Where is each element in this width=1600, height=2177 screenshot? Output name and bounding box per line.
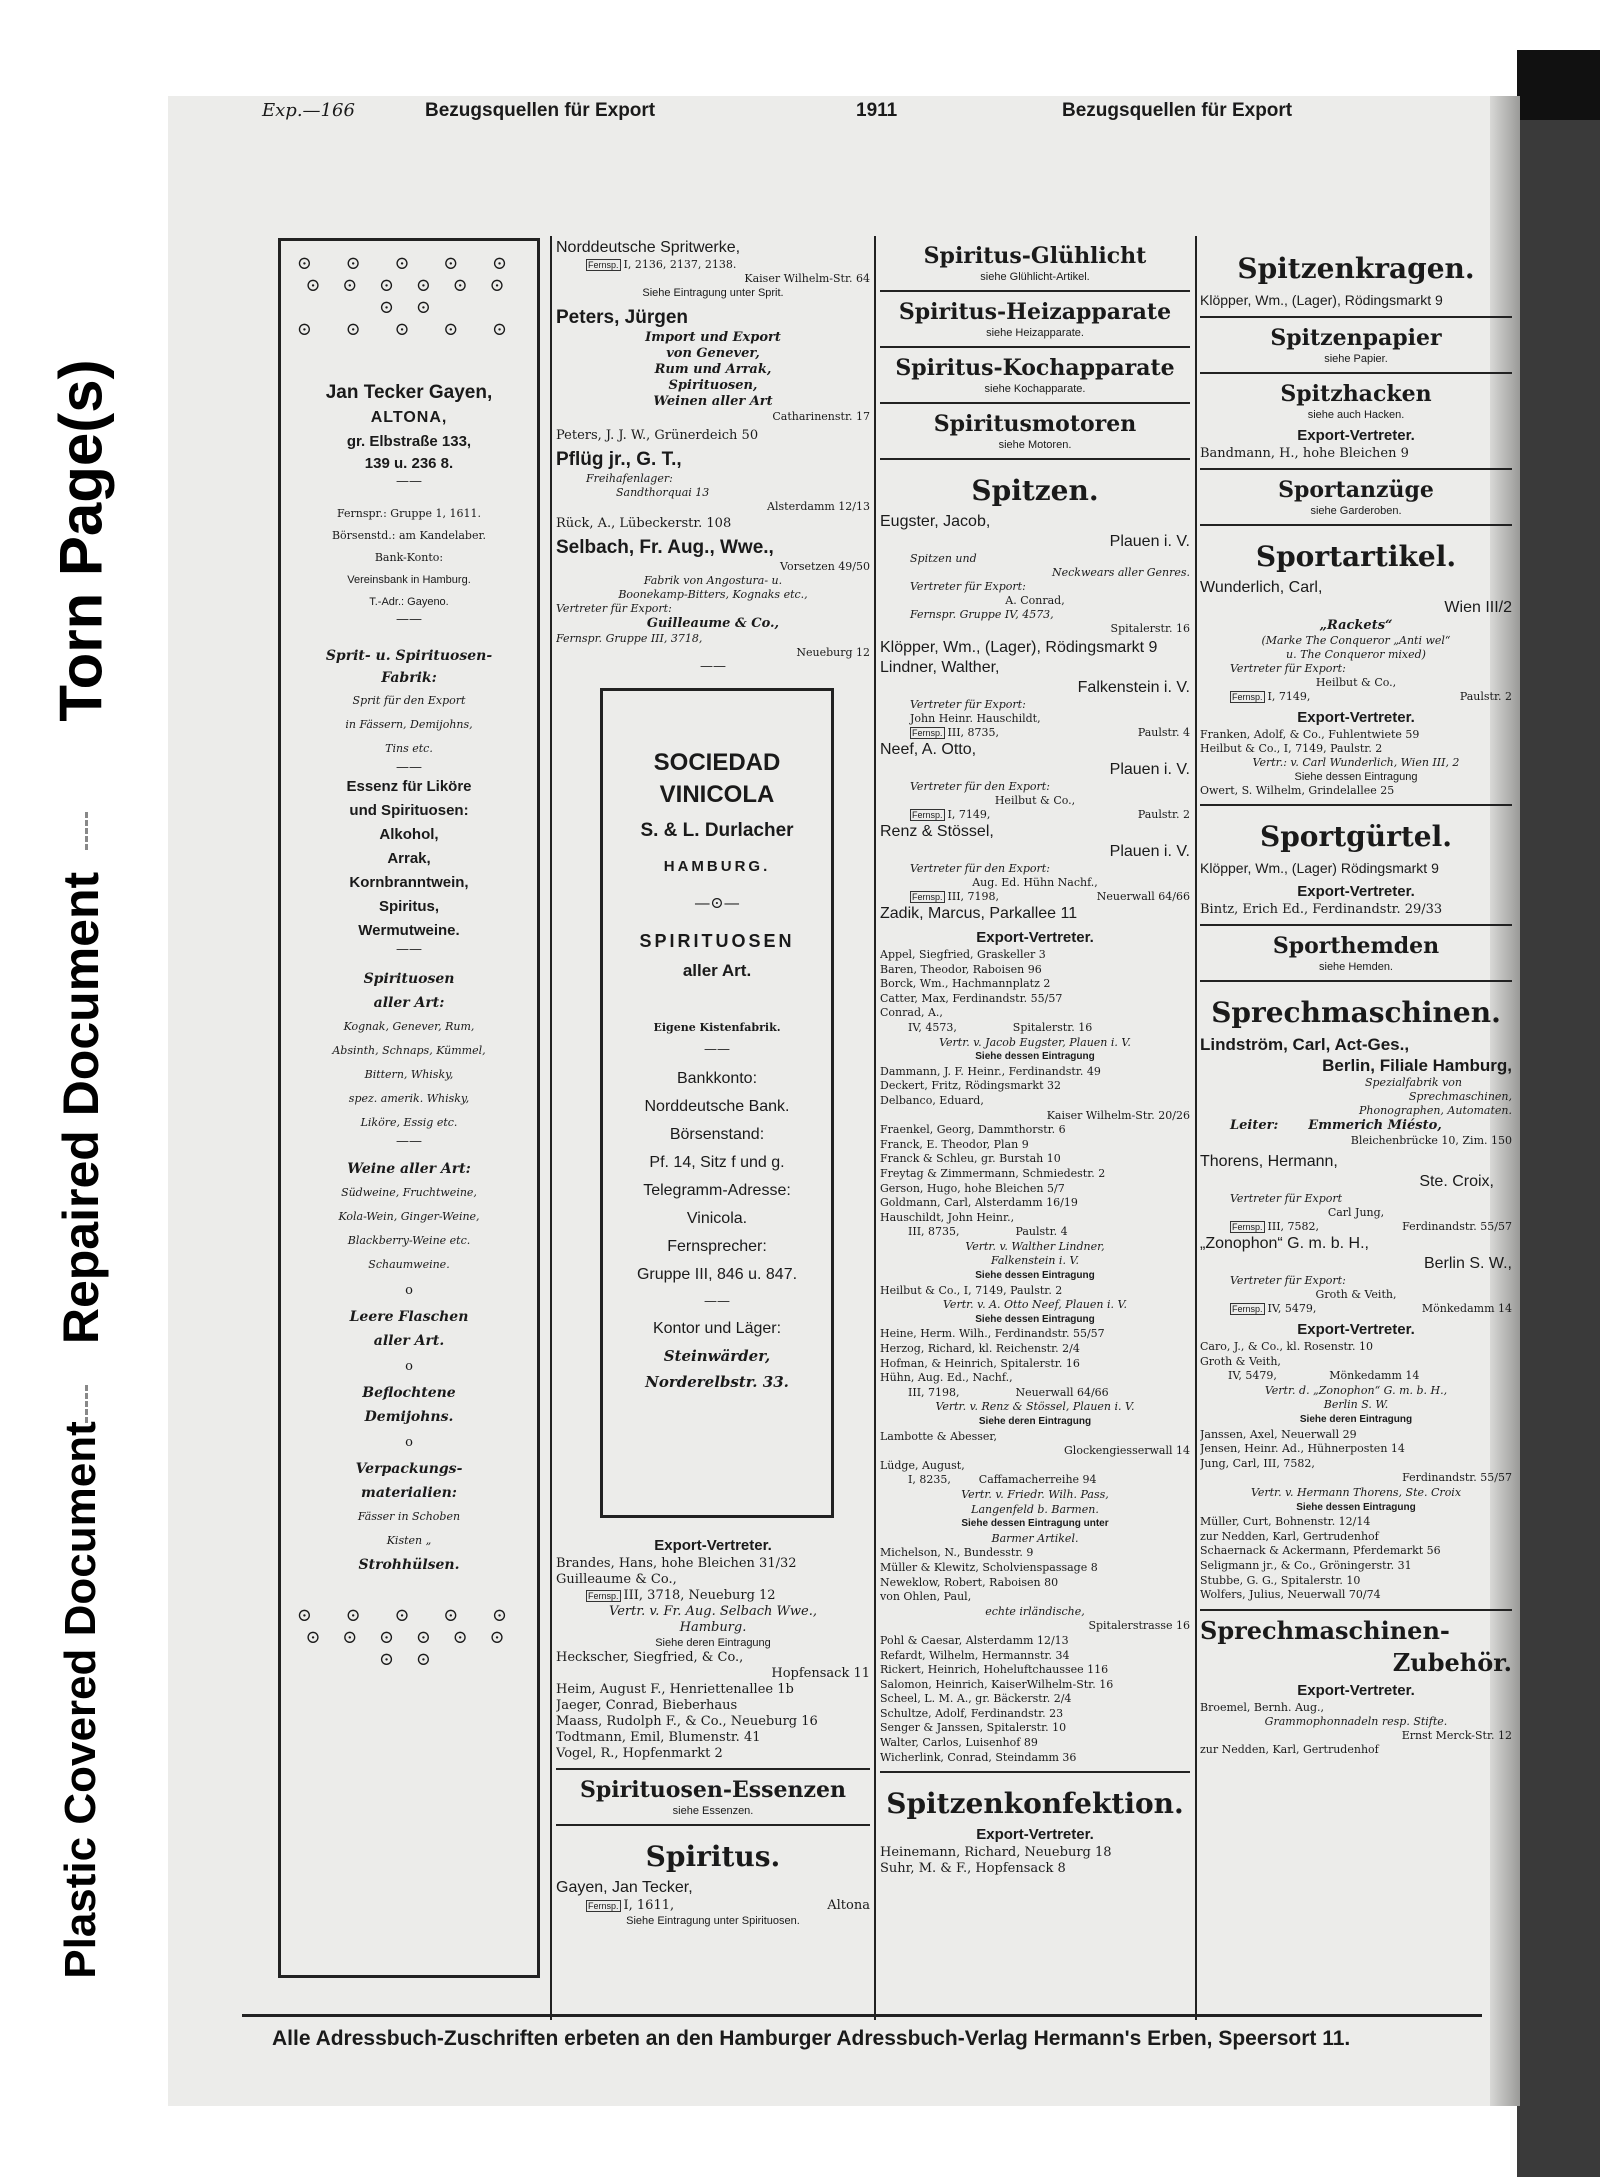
section-subheading: Export-Vertreter. (1297, 1681, 1415, 1699)
entry: Bintz, Erich Ed., Ferdinandstr. 29/33 (1200, 902, 1443, 917)
entry: Brandes, Hans, hohe Bleichen 31/32 (556, 1556, 797, 1571)
entry: Klöpper, Wm., (Lager) Rödingsmarkt 9 (1200, 860, 1439, 876)
list-item: I, 8235, Caffamacherreihe 94 (908, 1473, 1097, 1487)
list-item: Wicherlink, Conrad, Steindamm 36 (880, 1750, 1077, 1764)
list-item: Heine, Herm. Wilh., Ferdinandstr. 55/57 (880, 1327, 1105, 1341)
product-item: Alkohol, (379, 826, 439, 843)
product-item: Wermutweine. (358, 922, 460, 939)
list-item: Fraenkel, Georg, Dammthorstr. 6 (880, 1123, 1066, 1137)
ad-text: Börsenstand: (669, 1126, 765, 1143)
list-item: Walter, Carlos, Luisenhof 89 (880, 1736, 1038, 1750)
section-text: Fässer in Schoben (357, 1510, 461, 1523)
list-item: Hühn, Aug. Ed., Nachf., (880, 1371, 1013, 1385)
list-item: Lüdge, August, (880, 1458, 965, 1472)
section-heading: Spiritus-Heizapparate (898, 299, 1172, 325)
section-heading: Sprechmaschinen. (1211, 996, 1501, 1029)
firm-bank: Vereinsbank in Hamburg. (347, 574, 471, 586)
phone-badge: Fernsp. (912, 892, 943, 902)
section-heading: aller Art. (373, 1333, 445, 1349)
footer-rule (242, 2014, 1482, 2017)
section-text: Kola-Wein, Ginger-Weine, (338, 1210, 480, 1223)
entry-name: Klöpper, Wm., (Lager), Rödingsmarkt 9 (880, 639, 1158, 656)
entry: Klöpper, Wm., (Lager), Rödingsmarkt 9 (1200, 292, 1443, 308)
section-heading: Spiritus-Kochapparate (895, 355, 1175, 381)
list-item: Groth & Veith, (1200, 1354, 1281, 1368)
section-heading: aller Art: (373, 995, 445, 1011)
repaired-document-label: Repaired Document (53, 871, 110, 1344)
plastic-covered-label: Plastic Covered Document (56, 1421, 105, 1979)
section-heading: Demijohns. (364, 1409, 454, 1425)
list-item: Borck, Wm., Hachmannplatz 2 (880, 977, 1051, 991)
entry-name: Renz & Stössel, (880, 823, 994, 840)
firm-exchange: Börsenstd.: am Kandelaber. (331, 529, 487, 542)
column-rule (1195, 236, 1197, 2020)
section-subheading: Export-Vertreter. (1297, 883, 1415, 900)
list-item: Stubbe, G. G., Spitalerstr. 10 (1200, 1573, 1361, 1587)
section-text: Kisten „ (386, 1534, 432, 1547)
entry: Maass, Rudolph F., & Co., Neueburg 16 (556, 1714, 818, 1729)
section-text: Bittern, Whisky, (364, 1068, 454, 1081)
phone-badge: Fernsp. (1232, 1222, 1263, 1232)
export-agent-list (880, 948, 1190, 1765)
list-item: Spitalerstrasse 16 (1088, 1619, 1190, 1633)
entry: Todtmann, Emil, Blumenstr. 41 (556, 1730, 761, 1745)
list-item: echte irländische, (985, 1604, 1085, 1618)
ad-firm: S. & L. Durlacher (640, 820, 794, 841)
list-item: Appel, Siegfried, Graskeller 3 (880, 948, 1046, 961)
list-item: Freytag & Zimmermann, Schmiedestr. 2 (880, 1166, 1106, 1180)
list-item: Refardt, Wilhelm, Hermannstr. 34 (880, 1648, 1070, 1662)
entry-name: Neef, A. Otto, (880, 741, 977, 758)
ad-text: Steinwärder, (663, 1347, 771, 1365)
entry-name: Norddeutsche Spritwerke, (556, 239, 741, 256)
export-agent-list (1200, 1340, 1512, 1603)
gayen-advertisement: ⊙ ⊙ ⊙ ⊙ ⊙ ⊙ ⊙ ⊙ ⊙ ⊙ ⊙ ⊙ ⊙ ⊙ ⊙ ⊙ ⊙ ⊙ Jan Tecker Gayen, ALTONA, gr. Elbstraße 133, 139 u. 236 8. —— Fernspr.: Gruppe 1, 1611. Börsenstd.: am Kandelaber. Bank-Konto: Vereinsbank in Hamburg. T.-Adr.: Gayeno. —— Sprit- u. Spirituosen- Fabrik: Sprit für den Export in Fässern, Demijohns, Tins etc. —— Essenz für Liköre und Spirituosen: Alkohol, Arrak, Kornbranntwein, Spiritus, Wermutweine. —— Spirituosen aller Art: Kognak, Genever, Rum, Absinth, Schnaps, Kümmel, Bittern, Whisky, spez. amerik. Whisky, Liköre, Essig etc. —— Weine aller Art: Südweine, Fruchtweine, Kola-Wein, Ginger-Weine, Blackberry-Weine etc. Schaumweine. o Leere Flaschen aller Art. o Beflochtene Demijohns. o Verpackungs- materialien: Fässer in Schoben Kisten „ Strohhülsen. ⊙ ⊙ ⊙ ⊙ ⊙ ⊙ ⊙ ⊙ ⊙ ⊙ ⊙ ⊙ ⊙ (278, 238, 540, 1978)
list-item: Langenfeld b. Barmen. (971, 1502, 1099, 1516)
ad-text: Bankkonto: (676, 1070, 758, 1087)
entry-name: Eugster, Jacob, (880, 513, 991, 530)
list-item: Jensen, Heinr. Ad., Hühnerposten 14 (1200, 1442, 1405, 1456)
section-heading: Spiritus-Glühlicht (923, 243, 1147, 269)
header-title-left: Bezugsquellen für Export (425, 100, 656, 121)
list-item: Vertr. v. A. Otto Neef, Plauen i. V. (943, 1298, 1127, 1312)
list-item: Ferdinandstr. 55/57 (1402, 1471, 1512, 1485)
entry: Suhr, M. & F., Hopfensack 8 (880, 1861, 1066, 1877)
header-year: 1911 (856, 100, 898, 121)
list-item: zur Nedden, Karl, Gertrudenhof (1200, 1529, 1379, 1543)
phone-badge: Fernsp. (912, 810, 943, 820)
firm-name: Jan Tecker Gayen, (325, 382, 493, 403)
ad-products: SPIRITUOSEN (639, 931, 795, 951)
section-heading: Sporthemden (1272, 933, 1440, 959)
list-item: Berlin S. W. (1323, 1398, 1389, 1412)
entry: Heilbut & Co., I, 7149, Paulstr. 2 (1200, 742, 1383, 755)
list-item: Falkenstein i. V. (991, 1254, 1079, 1268)
page-footer: Alle Adressbuch-Zuschriften erbeten an den Hamburger Adressbuch-Verlag Hermann's Erben, Speersort 11. (272, 2027, 1351, 2050)
ornament: o (405, 1283, 413, 1298)
entry: zur Nedden, Karl, Gertrudenhof (1200, 1742, 1379, 1756)
list-item: Vertr. v. Friedr. Wilh. Pass, (961, 1487, 1109, 1501)
section-text: Kognak, Genever, Rum, (343, 1020, 475, 1033)
entry: Jaeger, Conrad, Bieberhaus (556, 1698, 738, 1713)
list-item: Franck, E. Theodor, Plan 9 (880, 1137, 1029, 1151)
ad-text: Norderelbstr. 33. (645, 1373, 789, 1391)
list-item: Janssen, Axel, Neuerwall 29 (1200, 1427, 1357, 1441)
list-item: Goldmann, Carl, Alsterdamm 16/19 (880, 1196, 1078, 1210)
list-item: Schultze, Adolf, Ferdinandstr. 23 (880, 1706, 1064, 1720)
section-heading: Sportartikel. (1255, 540, 1457, 573)
list-item: Catter, Max, Ferdinandstr. 55/57 (880, 991, 1063, 1005)
ad-text: Kontor und Läger: (652, 1320, 782, 1337)
section-heading: Spiritusmotoren (933, 411, 1137, 437)
list-item: Rickert, Heinrich, Hoheluftchaussee 116 (880, 1663, 1109, 1677)
section-heading: Fabrik: (381, 670, 437, 686)
phone-badge: Fernsp. (588, 260, 619, 270)
ad-text: Telegramm-Adresse: (643, 1182, 791, 1199)
list-item: Michelson, N., Bundesstr. 9 (880, 1546, 1034, 1560)
list-item: von Ohlen, Paul, (880, 1590, 972, 1604)
list-item: Müller, Curt, Bohnenstr. 12/14 (1200, 1515, 1371, 1529)
column-4: Spitzenkragen. Klöpper, Wm., (Lager), Rödingsmarkt 9 Spitzenpapier siehe Papier. Spitzhacken siehe auch Hacken. Export-Vertreter. Bandmann, H., hohe Bleichen 9 Sportanzüge siehe Garderoben. Sportartikel. Wunderlich, Carl, Wien III/2 „Rackets“ (Marke The Conqueror „Anti wel“ u. The Conqueror mixed) Vertreter für Export: Heilbut & Co., Fernsp. I, 7149, Paulstr. 2 Export-Vertreter. Franken, Adolf, & Co., Fuhlentwiete 59 Heilbut & Co., I, 7149, Paulstr. 2 Vertr.: v. Carl Wunderlich, Wien III, 2 Siehe dessen Eintragung Owert, S. Wilhelm, Grindelallee 25 Sportgürtel. Klöpper, Wm., (Lager) Rödingsmarkt 9 Export-Vertreter. Bintz, Erich Ed., Ferdinandstr. 29/33 Sporthemden siehe Hemden. Sprechmaschinen. Lindström, Carl, Act-Ges., Berlin, Filiale Hamburg, Spezialfabrik von Sprechmaschinen, Phonographen, Automaten. Leiter: Emmerich Miésto, Bleichenbrücke 10, Zim. 150 Thorens, Hermann, Ste. Croix, Vertreter für Export Carl Jung, Fernsp. III, 7582, Ferdinandstr. 55/57 „Zonophon“ G. m. b. H., Berlin S. W., Vertreter für Export: Groth & Veith, Fernsp. IV, 5479, Mönkedamm 14 Export-Vertreter. Caro, J., & Co., kl. Rosenstr. 10 Groth & Veith, IV, 5479, Mönkedamm 14 Vertr. d. „Zonophon“ G. m. b. H., Berlin S. W. Siehe deren Eintragung Janssen, Axel, Neuerwall 29 Jensen, Heinr. Ad., Hühnerposten 14 Jung, Carl, III, 7582, Ferdinandstr. 55/57 Vertr. v. Hermann Thorens, Ste. Croix Siehe dessen Eintragung Müller, Curt, Bohnenstr. 12/14 zur Nedden, Karl, Gertrudenhof Schaernack & Ackermann, Pferdemarkt 56 Seligmann jr., & Co., Gröningerstr. 31 Stubbe, G. G., Spitalerstr. 10 Wolfers, Julius, Neuerwall 70/74 Sprechmaschinen- Zubehör. Export-Vertreter. Broemel, Bernh. Aug., Grammophonnadeln resp. Stifte. Ernst Merck-Str. 12 zur Nedden, Karl, Gertrudenhof (1200, 252, 1512, 1756)
phone-badge: Fernsp. (1232, 692, 1263, 702)
ad-ornament: —⊙— (694, 893, 740, 912)
section-subheading: Export-Vertreter. (1297, 1321, 1415, 1338)
firm-phone: Fernspr.: Gruppe 1, 1611. (336, 507, 482, 520)
column-rule (874, 236, 876, 2020)
list-item: Siehe dessen Eintragung (975, 1313, 1095, 1325)
phone-badge: Fernsp. (588, 1901, 619, 1911)
section-text: Südweine, Fruchtweine, (341, 1186, 477, 1199)
entry: Vogel, R., Hopfenmarkt 2 (556, 1746, 723, 1761)
entry-name: Wunderlich, Carl, (1200, 579, 1323, 596)
section-heading: Spitzen. (971, 474, 1099, 507)
entry: Peters, J. J. W., Grünerdeich 50 (556, 428, 759, 443)
entry-name: Lindström, Carl, Act-Ges., (1200, 1035, 1410, 1054)
list-item: Senger & Janssen, Spitalerstr. 10 (880, 1721, 1067, 1735)
entry: Rück, A., Lübeckerstr. 108 (556, 516, 732, 531)
list-item: Scheel, L. M. A., gr. Bäckerstr. 2/4 (880, 1692, 1072, 1706)
ornament-dots: ⊙ ⊙ ⊙ ⊙ ⊙ (296, 1605, 522, 1626)
section-heading: Sportanzüge (1278, 477, 1434, 503)
list-item: Siehe dessen Eintragung (975, 1051, 1095, 1063)
section-subheading: Export-Vertreter. (1297, 427, 1415, 444)
list-item: Jung, Carl, III, 7582, (1200, 1456, 1315, 1470)
section-heading: Weine aller Art: (347, 1161, 471, 1177)
entry: Heim, August F., Henriettenallee 1b (556, 1682, 794, 1697)
entry-name: Zadik, Marcus, Parkallee 11 (880, 905, 1078, 922)
firm-telegram: T.-Adr.: Gayeno. (369, 596, 449, 608)
section-subheading: Export-Vertreter. (1297, 709, 1415, 726)
list-item: Siehe dessen Eintragung (1296, 1501, 1416, 1513)
list-item: III, 8735, Paulstr. 4 (908, 1225, 1068, 1239)
list-item: Neweklow, Robert, Raboisen 80 (880, 1575, 1059, 1589)
ad-text: Fernsprecher: (667, 1238, 767, 1255)
firm-street: gr. Elbstraße 133, (346, 433, 472, 450)
entry: Broemel, Bernh. Aug., (1200, 1700, 1325, 1714)
section-text: in Fässern, Demijohns, (345, 718, 473, 731)
ornament-dots: ⊙ ⊙ ⊙ ⊙ ⊙ ⊙ ⊙ ⊙ (305, 1627, 513, 1670)
torn-pages-label: Torn Page(s) (47, 358, 115, 722)
ad-title: SOCIEDAD VINICOLA (653, 749, 781, 808)
ad-text: Norddeutsche Bank. (644, 1098, 790, 1115)
entry-name: „Zonophon“ G. m. b. H., (1200, 1235, 1369, 1252)
entry-name: Peters, Jürgen (556, 307, 688, 328)
list-item: IV, 4573, Spitalerstr. 16 (908, 1020, 1093, 1034)
column-3: Spiritus-Glühlicht siehe Glühlicht-Artikel. Spiritus-Heizapparate siehe Heizapparate. Spiritus-Kochapparate siehe Kochapparate. Spiritusmotoren siehe Motoren. Spitzen. Eugster, Jacob, Plauen i. V. Spitzen und Neckwears aller Genres. Vertreter für Export: A. Conrad, Fernspr. Gruppe IV, 4573, Spitalerstr. 16 Klöpper, Wm., (Lager), Rödingsmarkt 9 Lindner, Walther, Falkenstein i. V. Vertreter für Export: John Heinr. Hauschildt, Fernsp. III, 8735, Paulstr. 4 Neef, A. Otto, Plauen i. V. Vertreter für den Export: Heilbut & Co., Fernsp. I, 7149, Paulstr. 2 Renz & Stössel, Plauen i. V. Vertreter für den Export: Aug. Ed. Hühn Nachf., Fernsp. III, 7198, Neuerwall 64/66 Zadik, Marcus, Parkallee 11 Export-Vertreter. Appel, Siegfried, Graskeller 3 Baren, Theodor, Raboisen 96 Borck, Wm., Hachmannplatz 2 Catter, Max, Ferdinandstr. 55/57 Conrad, A., IV, 4573, Spitalerstr. 16 Vertr. v. Jacob Eugster, Plauen i. V. Siehe dessen Eintragung Dammann, J. F. Heinr., Ferdinandstr. 49 Deckert, Fritz, Rödingsmarkt 32 Delbanco, Eduard, Kaiser Wilhelm-Str. 20/26 Fraenkel, Georg, Dammthorstr. 6 Franck, E. Theodor, Plan 9 Franck & Schleu, gr. Burstah 10 Freytag & Zimmermann, Schmiedestr. 2 Gerson, Hugo, hohe Bleichen 5/7 Goldmann, Carl, Alsterdamm 16/19 Hauschildt, John Heinr., III, 8735, Paulstr. 4 Vertr. v. Walther Lindner, Falkenstein i. V. Siehe dessen Eintragung Heilbut & Co., I, 7149, Paulstr. 2 Vertr. v. A. Otto Neef, Plauen i. V. Siehe dessen Eintragung Heine, Herm. Wilh., Ferdinandstr. 55/57 Herzog, Richard, kl. Reichenstr. 2/4 Hofman, & Heinrich, Spitalerstr. 16 Hühn, Aug. Ed., Nachf., III, 7198, Neuerwall 64/66 Vertr. v. Renz & Stössel, Plauen i. V. Siehe deren Eintragung Lambotte & Abesser, Glockengiesserwall 14 Lüdge, August, I, 8235, Caffamacherreihe 94 Vertr. v. Friedr. Wilh. Pass, Langenfeld b. Barmen. Siehe dessen Eintragung unter Barmer Artikel. Michelson, N., Bundesstr. 9 Müller & Klewitz, Scholvienspassage 8 Neweklow, Robert, Raboisen 80 von Ohlen, Paul, echte irländische, Spitalerstrasse 16 Pohl & Caesar, Alsterdamm 12/13 Refardt, Wilhelm, Hermannstr. 34 Rickert, Heinrich, Hoheluftchaussee 116 Salomon, Heinrich, KaiserWilhelm-Str. 16 Scheel, L. M. A., gr. Bäckerstr. 2/4 Schultze, Adolf, Ferdinandstr. 23 Senger & Janssen, Spitalerstr. 10 Walter, Carlos, Luisenhof 89 Wicherlink, Conrad, Steindamm 36 Spitzenkonfektion. Export-Vertreter. Heinemann, Richard, Neueburg 18 Suhr, M. & F., Hopfensack 8 (880, 243, 1190, 1877)
ad-text: Pf. 14, Sitz f und g. (649, 1154, 785, 1171)
list-item: Herzog, Richard, kl. Reichenstr. 2/4 (880, 1342, 1080, 1356)
section-text: Blackberry-Weine etc. (347, 1234, 471, 1247)
list-item: Hauschildt, John Heinr., (880, 1210, 1015, 1224)
section-heading: Spirituosen-Essenzen (580, 1777, 846, 1803)
ornament-dots: ⊙ ⊙ ⊙ ⊙ ⊙ (296, 253, 522, 274)
list-item: Müller & Klewitz, Scholvienspassage 8 (880, 1560, 1098, 1574)
product-item: Kornbranntwein, (349, 874, 469, 891)
list-item: Seligmann jr., & Co., Gröningerstr. 31 (1200, 1558, 1412, 1572)
list-item: Siehe deren Eintragung (978, 1416, 1092, 1427)
list-item: Vertr. v. Hermann Thorens, Ste. Croix (1250, 1485, 1462, 1499)
ad-products: aller Art. (682, 961, 752, 980)
product-item: Spiritus, (378, 898, 439, 915)
section-heading: Spiritus. (645, 1840, 781, 1873)
section-heading: Spirituosen (363, 971, 455, 987)
section-text: Tins etc. (385, 742, 433, 755)
list-item: Siehe dessen Eintragung unter (961, 1518, 1109, 1530)
sociedad-vinicola-advertisement: SOCIEDAD VINICOLA S. & L. Durlacher HAMBURG. —⊙— SPIRITUOSEN aller Art. Eigene Kistenfabrik. —— Bankkonto: Norddeutsche Bank. Börsenstand: Pf. 14, Sitz f und g. Telegramm-Adresse: Vinicola. Fernsprecher: Gruppe III, 846 u. 847. —— Kontor und Läger: Steinwärder, Norderelbstr. 33. (600, 688, 834, 1518)
entry-name: Selbach, Fr. Aug., Wwe., (556, 537, 774, 558)
section-heading: und Spirituosen: (349, 802, 469, 819)
scan-dark-edge (1517, 50, 1600, 120)
list-item: Dammann, J. F. Heinr., Ferdinandstr. 49 (880, 1064, 1101, 1078)
list-item: Heilbut & Co., I, 7149, Paulstr. 2 (880, 1283, 1063, 1297)
entry: Bandmann, H., hohe Bleichen 9 (1200, 446, 1409, 461)
firm-city: ALTONA, (370, 409, 448, 426)
section-heading: Leere Flaschen (349, 1309, 469, 1325)
list-item: III, 7198, Neuerwall 64/66 (908, 1385, 1109, 1399)
list-item: Gerson, Hugo, hohe Bleichen 5/7 (880, 1181, 1065, 1195)
list-item: Kaiser Wilhelm-Str. 20/26 (1046, 1108, 1190, 1122)
section-heading: Sportgürtel. (1260, 820, 1452, 853)
list-item: Vertr. v. Jacob Eugster, Plauen i. V. (939, 1035, 1131, 1049)
section-text: spez. amerik. Whisky, (348, 1092, 470, 1105)
list-item: Pohl & Caesar, Alsterdamm 12/13 (880, 1633, 1069, 1647)
ad-text: Eigene Kistenfabrik. (653, 1021, 781, 1034)
ad-text: Vinicola. (686, 1210, 748, 1227)
ad-text: Gruppe III, 846 u. 847. (636, 1266, 798, 1283)
entry: Guilleaume & Co., (556, 1572, 677, 1587)
entry-name: Lindner, Walther, (880, 659, 1000, 676)
list-item: Vertr. v. Renz & Stössel, Plauen i. V. (935, 1400, 1135, 1414)
list-item: Baren, Theodor, Raboisen 96 (880, 962, 1042, 976)
list-item: Conrad, A., (880, 1006, 943, 1020)
entry: Franken, Adolf, & Co., Fuhlentwiete 59 (1200, 728, 1420, 741)
ornament: o (405, 1359, 413, 1374)
list-item: Deckert, Fritz, Rödingsmarkt 32 (880, 1079, 1062, 1093)
ornament-dots: ⊙ ⊙ ⊙ ⊙ ⊙ (296, 319, 522, 340)
list-item: Lambotte & Abesser, (880, 1429, 997, 1443)
phone-badge: Fernsp. (588, 1591, 619, 1601)
entry: Heckscher, Siegfried, & Co., (556, 1650, 744, 1665)
section-heading: Spitzhacken (1280, 381, 1432, 407)
column-2: Norddeutsche Spritwerke, Fernsp. I, 2136, 2137, 2138. Kaiser Wilhelm-Str. 64 Siehe Eintragung unter Sprit. Peters, Jürgen Import und Export von Genever, Rum und Arrak, Spirituosen, Weinen aller Art Catharinenstr. 17 Peters, J. J. W., Grünerdeich 50 Pflüg jr., G. T., Freihafenlager: Sandthorquai 13 Alsterdamm 12/13 Rück, A., Lübeckerstr. 108 Selbach, Fr. Aug., Wwe., Vorsetzen 49/50 Fabrik von Angostura- u. Boonekamp-Bitters, Kognaks etc., Vertreter für Export: Guilleaume & Co., Fernspr. Gruppe III, 3718, Neueburg 12 —— SOCIEDAD VINICOLA S. & L. Durlacher HAMBURG. —⊙— SPIRITUOSEN aller Art. Eigene Kistenfabrik. —— Bankkonto: Norddeutsche Bank. Börsenstand: Pf. 14, Sitz f und g. Telegramm-Adresse: Vinicola. Fernsprecher: Gruppe III, 846 u. 847. —— Kontor und Läger: Steinwärder, Norderelbstr. 33. Export-Vertreter. Brandes, Hans, hohe Bleichen 31/32 Guilleaume & Co., Fernsp. III, 3718, Neueburg 12 Vertr. v. Fr. Aug. Selbach Wwe., Hamburg. Siehe deren Eintragung Heckscher, Siegfried, & Co., Hopfensack 11 Heim, August F., Henriettenallee 1b Jaeger, Conrad, Bieberhaus Maass, Rudolph F., & Co., Neueburg 16 Todtmann, Emil, Blumenstr. 41 Vogel, R., Hopfenmarkt 2 Spirituosen-Essenzen siehe Essenzen. Spiritus. Gayen, Jan Tecker, Fernsp. I, 1611, Altona Siehe Eintragung unter Spirituosen. (556, 239, 870, 1927)
section-heading: Essenz für Liköre (346, 778, 472, 795)
section-heading: Spitzenpapier (1270, 325, 1442, 351)
section-heading: Spitzenkonfektion. (886, 1787, 1184, 1821)
entry: Owert, S. Wilhelm, Grindelallee 25 (1200, 784, 1395, 797)
list-item: Delbanco, Eduard, (880, 1093, 984, 1107)
section-subheading: Export-Vertreter. (976, 929, 1094, 946)
page-number: Exp.—166 (262, 100, 355, 121)
section-heading: Strohhülsen. (358, 1557, 460, 1573)
ornament-dots: ⊙ ⊙ ⊙ ⊙ ⊙ ⊙ ⊙ ⊙ (305, 275, 513, 318)
phone-badge: Fernsp. (912, 728, 943, 738)
list-item: Franck & Schleu, gr. Burstah 10 (880, 1152, 1061, 1166)
label-divider (85, 1385, 88, 1423)
list-item: IV, 5479, Mönkedamm 14 (1228, 1369, 1420, 1383)
list-item: Siehe dessen Eintragung (975, 1270, 1095, 1282)
section-heading: Sprit- u. Spirituosen- (325, 648, 493, 664)
ornament: o (405, 1435, 413, 1450)
entry-name: Thorens, Hermann, (1200, 1153, 1338, 1170)
section-text: Sprit für den Export (352, 694, 466, 707)
list-item: Schaernack & Ackermann, Pferdemarkt 56 (1200, 1544, 1441, 1558)
header-title-right: Bezugsquellen für Export (1062, 100, 1293, 121)
list-item: Vertr. v. Walther Lindner, (965, 1239, 1105, 1253)
list-item: Hofman, & Heinrich, Spitalerstr. 16 (880, 1356, 1080, 1370)
column-rule (550, 236, 552, 2020)
list-item: Vertr. d. „Zonophon“ G. m. b. H., (1264, 1383, 1448, 1397)
entry-name: Pflüg jr., G. T., (556, 449, 682, 470)
scan-dark-edge (1517, 50, 1600, 2177)
list-item: Salomon, Heinrich, KaiserWilhelm-Str. 16 (880, 1677, 1114, 1691)
section-heading: materialien: (361, 1485, 457, 1501)
phone-badge: Fernsp. (1232, 1304, 1263, 1314)
list-item: Wolfers, Julius, Neuerwall 70/74 (1200, 1588, 1381, 1602)
section-heading: Verpackungs- (355, 1461, 463, 1477)
product-item: Arrak, (387, 850, 431, 867)
section-subheading: Export-Vertreter. (654, 1537, 772, 1554)
section-heading: Spitzenkragen. (1237, 252, 1475, 285)
section-subheading: Export-Vertreter. (976, 1826, 1094, 1844)
list-item: Glockengiesserwall 14 (1064, 1444, 1190, 1458)
entry: Heinemann, Richard, Neueburg 18 (880, 1845, 1112, 1861)
section-heading: Beflochtene (362, 1385, 456, 1401)
list-item: Siehe deren Eintragung (1299, 1413, 1413, 1425)
column-1 (278, 238, 540, 2020)
list-item: Caro, J., & Co., kl. Rosenstr. 10 (1200, 1340, 1373, 1353)
section-heading: Zubehör. (1392, 1647, 1512, 1677)
list-item: Barmer Artikel. (991, 1531, 1079, 1545)
firm-street: 139 u. 236 8. (364, 455, 454, 472)
entry-name: Gayen, Jan Tecker, (556, 1879, 693, 1896)
section-text: Schaumweine. (368, 1258, 450, 1271)
firm-bank-label: Bank-Konto: (374, 551, 444, 564)
ad-city: HAMBURG. (663, 858, 771, 875)
section-text: Liköre, Essig etc. (360, 1116, 458, 1129)
section-heading: Sprechmaschinen- (1200, 1615, 1450, 1645)
section-text: Absinth, Schnaps, Kümmel, (332, 1044, 486, 1057)
